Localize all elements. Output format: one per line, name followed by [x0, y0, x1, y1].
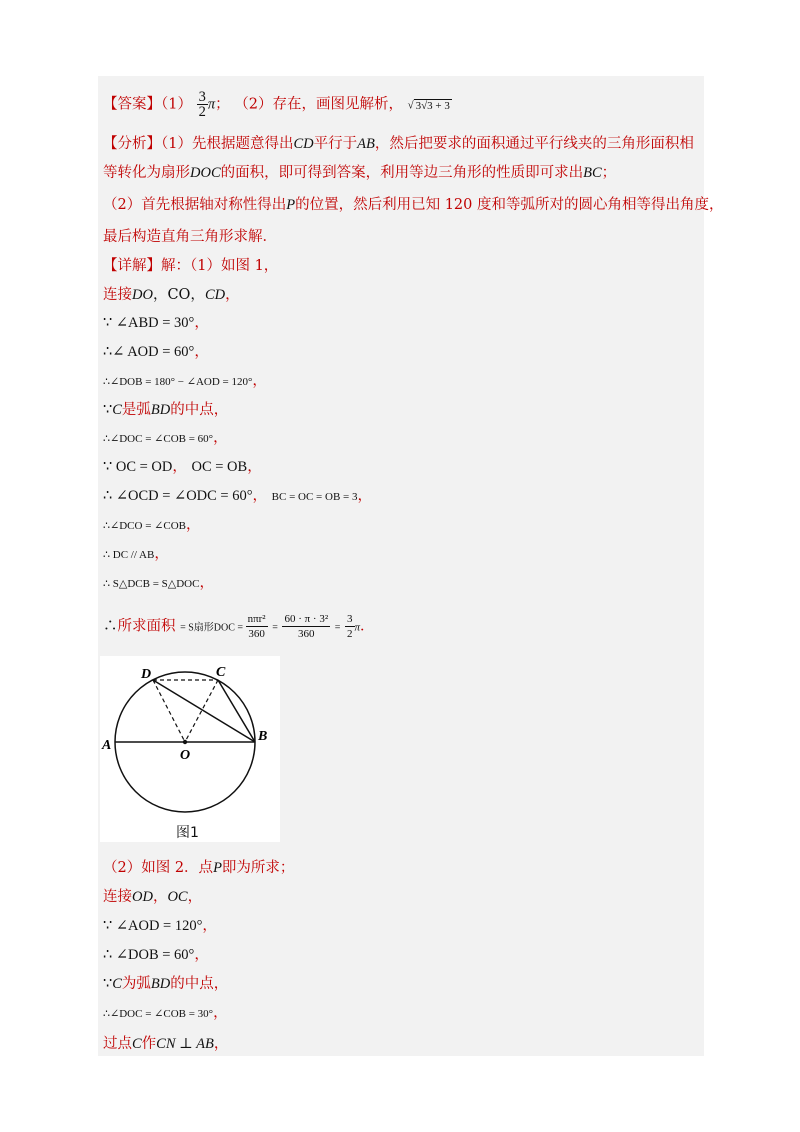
step-2: ∴∠ AOD = 60°，: [103, 344, 209, 360]
label-d: D: [141, 667, 152, 682]
segment-cb: [218, 680, 255, 742]
segment-db: [153, 680, 255, 742]
analysis-line-1: 【分析】（1）先根据题意得出CD平行于AB，然后把要求的面积通过平行线夹的三角形面积相: [103, 136, 694, 152]
part2-step-1: ∵ ∠AOD = 120°，: [103, 918, 217, 934]
part2-step-5: 过点C作CN ⊥ AB，: [103, 1036, 229, 1052]
label-o: O: [180, 748, 191, 763]
label-a: A: [102, 738, 112, 753]
part2-step-2: ∴ ∠DOB = 60°，: [103, 947, 209, 963]
part2-connect: 连接OD，OC，: [103, 889, 203, 905]
step-7: ∴ ∠OCD = ∠ODC = 60°， BC = OC = OB = 3，: [103, 488, 372, 504]
analysis-line-3: （2）首先根据轴对称性得出P的位置，然后利用已知 120 度和等弧所对的圆心角相等得出角度，: [103, 197, 724, 213]
step-9: ∴ DC // AB，: [103, 546, 169, 562]
part2-intro: （2）如图 2．点P即为所求；: [103, 860, 295, 876]
center-point: [183, 740, 187, 744]
detail-connect: 连接DO，CO，CD，: [103, 287, 240, 303]
analysis-line-4: 最后构造直角三角形求解．: [103, 229, 277, 245]
content-panel: [98, 76, 704, 1056]
analysis-line-2: 等转化为扇形DOC的面积，即可得到答案，利用等边三角形的性质即可求出BC；: [103, 165, 617, 181]
label-b: B: [258, 729, 268, 744]
step-11-area: ∴所求面积 = S扇形DOC = $\frac{\text{nπr²}}{360}$ = $\frac{\text{60 · π · 3²}}{360}$ = $\frac{3}{2}$ π．: [103, 613, 375, 640]
answer-radical: √ 3√3 + 3: [407, 99, 450, 112]
answer-fraction: $\frac{3}{2}$: [198, 89, 206, 120]
detail-intro: 【详解】解：（1）如图 1，: [103, 258, 279, 274]
step-5: ∴∠DOC = ∠COB = 60°，: [103, 430, 228, 446]
step-3: ∴∠DOB = 180° − ∠AOD = 120°，: [103, 373, 267, 389]
step-4: ∵C是弧BD的中点，: [103, 402, 229, 418]
segment-co: [185, 680, 218, 742]
answer-label: 【答案】: [103, 96, 161, 113]
step-8: ∴∠DCO = ∠COB，: [103, 517, 201, 533]
figure-1: [100, 656, 280, 842]
part2-step-4: ∴∠DOC = ∠COB = 30°，: [103, 1005, 228, 1021]
label-c: C: [216, 665, 226, 680]
part2-step-3: ∵C为弧BD的中点，: [103, 976, 229, 992]
step-10: ∴ S△DCB = S△DOC，: [103, 575, 214, 591]
figure-1-caption: 图1: [176, 825, 199, 841]
step-1: ∵ ∠ABD = 30°，: [103, 315, 209, 331]
step-6: ∵ OC = OD， OC = OB，: [103, 459, 262, 475]
circle-diagram: [100, 656, 280, 842]
answer-line: 【答案】（1） $\frac{3}{2}$ π； （2）存在，画图见解析， √ 3√3 + 3: [103, 89, 450, 120]
